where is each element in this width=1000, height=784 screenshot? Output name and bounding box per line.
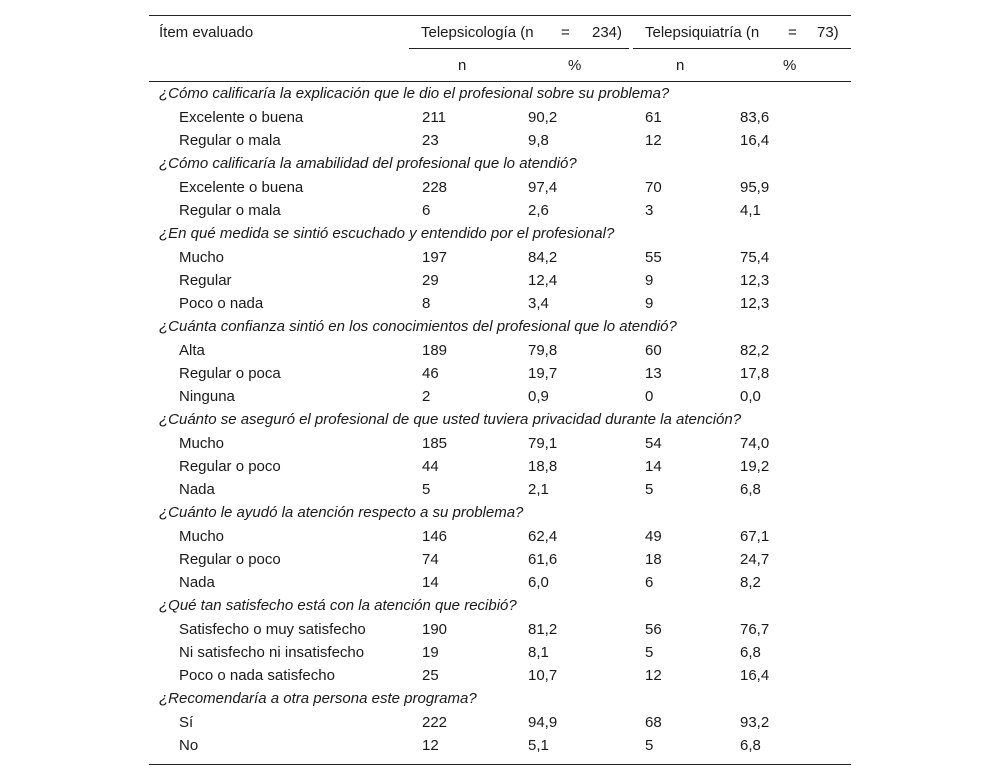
telepsiquiatria-percent: 6,8 (740, 644, 761, 661)
telepsiquiatria-percent: 67,1 (740, 528, 770, 545)
telepsiquiatria-percent: 6,8 (740, 737, 761, 754)
answer-label: Mucho (179, 435, 225, 452)
telepsiquiatria-n: 9 (645, 295, 654, 312)
group-equals: = (788, 24, 797, 41)
answer-label: Sí (179, 714, 194, 731)
group-n-value: 234) (592, 24, 623, 41)
subheader-n: n (458, 57, 467, 74)
telepsicologia-n: 185 (422, 435, 448, 452)
answer-row (149, 339, 851, 362)
telepsiquiatria-percent: 19,2 (740, 458, 770, 475)
question-row: ¿En qué medida se sintió escuchado y entendido por el profesional? (159, 225, 615, 242)
telepsicologia-percent: 0,9 (528, 388, 549, 405)
question-row: ¿Cuánta confianza sintió en los conocimientos del profesional que lo atendió? (159, 318, 677, 335)
telepsiquiatria-percent: 75,4 (740, 249, 770, 266)
telepsicologia-percent: 8,1 (528, 644, 549, 661)
telepsiquiatria-n: 12 (645, 132, 662, 149)
answer-label: Ni satisfecho ni insatisfecho (179, 644, 365, 661)
answer-row (149, 269, 851, 292)
answer-label: Regular o poco (179, 551, 281, 568)
answer-row (149, 734, 851, 757)
telepsicologia-percent: 61,6 (528, 551, 558, 568)
telepsiquiatria-n: 6 (645, 574, 654, 591)
table-subheader (149, 49, 851, 82)
telepsicologia-percent: 62,4 (528, 528, 558, 545)
telepsicologia-percent: 3,4 (528, 295, 549, 312)
table-bottom-rule (149, 764, 851, 765)
telepsicologia-n: 29 (422, 272, 439, 289)
telepsiquiatria-percent: 16,4 (740, 132, 770, 149)
telepsicologia-percent: 12,4 (528, 272, 558, 289)
telepsiquiatria-percent: 74,0 (740, 435, 770, 452)
telepsiquiatria-percent: 8,2 (740, 574, 761, 591)
telepsiquiatria-n: 5 (645, 737, 654, 754)
telepsicologia-n: 146 (422, 528, 448, 545)
telepsicologia-n: 2 (422, 388, 431, 405)
subheader-percent: % (568, 57, 582, 74)
telepsiquiatria-n: 61 (645, 109, 662, 126)
telepsicologia-percent: 79,8 (528, 342, 558, 359)
telepsiquiatria-n: 0 (645, 388, 654, 405)
telepsicologia-group-header (409, 16, 629, 49)
telepsicologia-n: 211 (422, 109, 446, 126)
answer-row (149, 176, 851, 199)
telepsiquiatria-percent: 24,7 (740, 551, 770, 568)
telepsiquiatria-percent: 76,7 (740, 621, 770, 638)
telepsiquiatria-percent: 93,2 (740, 714, 770, 731)
answer-row (149, 385, 851, 408)
telepsiquiatria-n: 60 (645, 342, 662, 359)
answer-label: Regular (179, 272, 232, 289)
answer-label: Excelente o buena (179, 179, 304, 196)
answer-row (149, 129, 851, 152)
telepsicologia-percent: 2,1 (528, 481, 549, 498)
answer-label: Regular o poca (179, 365, 281, 382)
telepsicologia-n: 23 (422, 132, 439, 149)
telepsicologia-n: 5 (422, 481, 431, 498)
answer-row (149, 199, 851, 222)
telepsiquiatria-n: 13 (645, 365, 662, 382)
telepsiquiatria-n: 14 (645, 458, 662, 475)
telepsiquiatria-percent: 0,0 (740, 388, 761, 405)
telepsicologia-n: 222 (422, 714, 448, 731)
table-body (149, 82, 851, 757)
telepsiquiatria-percent: 6,8 (740, 481, 761, 498)
telepsicologia-n: 190 (422, 621, 448, 638)
answer-row (149, 664, 851, 687)
table-header (149, 16, 851, 49)
question-row: ¿Qué tan satisfecho está con la atención que recibió? (159, 597, 517, 614)
answer-row (149, 246, 851, 269)
telepsicologia-n: 25 (422, 667, 439, 684)
group-n-value: 73) (817, 24, 839, 41)
answer-label: Excelente o buena (179, 109, 304, 126)
answer-row (149, 571, 851, 594)
answer-row (149, 548, 851, 571)
answer-label: Satisfecho o muy satisfecho (179, 621, 366, 638)
group-title: Telepsiquiatría (n (645, 24, 760, 41)
telepsicologia-percent: 10,7 (528, 667, 558, 684)
answer-label: Mucho (179, 528, 225, 545)
telepsiquiatria-n: 12 (645, 667, 662, 684)
telepsicologia-n: 46 (422, 365, 439, 382)
telepsicologia-percent: 81,2 (528, 621, 558, 638)
answer-label: Regular o poco (179, 458, 281, 475)
telepsicologia-percent: 97,4 (528, 179, 558, 196)
telepsicologia-n: 228 (422, 179, 448, 196)
question-row: ¿Cómo calificaría la explicación que le dio el profesional sobre su problema? (159, 85, 670, 102)
item-column-header: Ítem evaluado (159, 24, 254, 41)
question-row: ¿Recomendaría a otra persona este programa? (159, 690, 477, 707)
telepsicologia-percent: 79,1 (528, 435, 558, 452)
telepsiquiatria-percent: 16,4 (740, 667, 770, 684)
telepsicologia-percent: 5,1 (528, 737, 549, 754)
answer-row (149, 455, 851, 478)
telepsiquiatria-n: 5 (645, 644, 654, 661)
telepsiquiatria-n: 3 (645, 202, 654, 219)
telepsiquiatria-n: 5 (645, 481, 654, 498)
answer-row (149, 641, 851, 664)
telepsicologia-percent: 9,8 (528, 132, 549, 149)
telepsiquiatria-n: 68 (645, 714, 662, 731)
telepsicologia-n: 6 (422, 202, 431, 219)
telepsiquiatria-n: 54 (645, 435, 662, 452)
telepsiquiatria-n: 18 (645, 551, 662, 568)
telepsicologia-percent: 19,7 (528, 365, 558, 382)
answer-row (149, 292, 851, 315)
group-title: Telepsicología (n (421, 24, 534, 41)
answer-label: Nada (179, 481, 215, 498)
telepsiquiatria-percent: 17,8 (740, 365, 770, 382)
telepsicologia-n: 12 (422, 737, 439, 754)
telepsiquiatria-percent: 95,9 (740, 179, 770, 196)
answer-label: Poco o nada satisfecho (179, 667, 335, 684)
telepsiquiatria-percent: 4,1 (740, 202, 761, 219)
answer-row (149, 711, 851, 734)
group-equals: = (561, 24, 570, 41)
telepsiquiatria-n: 55 (645, 249, 662, 266)
answer-label: Mucho (179, 249, 225, 266)
telepsiquiatria-n: 49 (645, 528, 662, 545)
telepsiquiatria-percent: 12,3 (740, 272, 770, 289)
telepsicologia-percent: 84,2 (528, 249, 558, 266)
telepsicologia-n: 8 (422, 295, 431, 312)
answer-row (149, 478, 851, 501)
answer-row (149, 618, 851, 641)
subheader-percent: % (783, 57, 797, 74)
telepsicologia-percent: 90,2 (528, 109, 558, 126)
answer-label: Nada (179, 574, 215, 591)
telepsiquiatria-n: 9 (645, 272, 654, 289)
answer-label: Regular o mala (179, 132, 281, 149)
answer-label: Ninguna (179, 388, 235, 405)
telepsicologia-percent: 18,8 (528, 458, 558, 475)
telepsicologia-n: 19 (422, 644, 439, 661)
question-row: ¿Cuánto le ayudó la atención respecto a su problema? (159, 504, 524, 521)
telepsicologia-percent: 94,9 (528, 714, 558, 731)
answer-row (149, 106, 851, 129)
question-row: ¿Cómo calificaría la amabilidad del profesional que lo atendió? (159, 155, 577, 172)
answer-row (149, 362, 851, 385)
telepsiquiatria-n: 70 (645, 179, 662, 196)
question-row: ¿Cuánto se aseguró el profesional de que usted tuviera privacidad durante la atención? (159, 411, 742, 428)
telepsiquiatria-percent: 82,2 (740, 342, 770, 359)
telepsiquiatria-n: 56 (645, 621, 662, 638)
telepsiquiatria-percent: 83,6 (740, 109, 770, 126)
telepsiquiatria-group-header (633, 16, 851, 49)
telepsicologia-n: 197 (422, 249, 448, 266)
answer-label: Alta (179, 342, 205, 359)
answer-label: Poco o nada (179, 295, 264, 312)
telepsicologia-n: 74 (422, 551, 439, 568)
subheader-n: n (676, 57, 685, 74)
telepsicologia-n: 189 (422, 342, 448, 359)
telepsicologia-n: 14 (422, 574, 439, 591)
answer-label: No (179, 737, 199, 754)
telepsiquiatria-percent: 12,3 (740, 295, 770, 312)
telepsicologia-percent: 2,6 (528, 202, 549, 219)
results-table (149, 15, 851, 765)
answer-row (149, 432, 851, 455)
answer-label: Regular o mala (179, 202, 281, 219)
telepsicologia-percent: 6,0 (528, 574, 549, 591)
answer-row (149, 525, 851, 548)
telepsicologia-n: 44 (422, 458, 439, 475)
